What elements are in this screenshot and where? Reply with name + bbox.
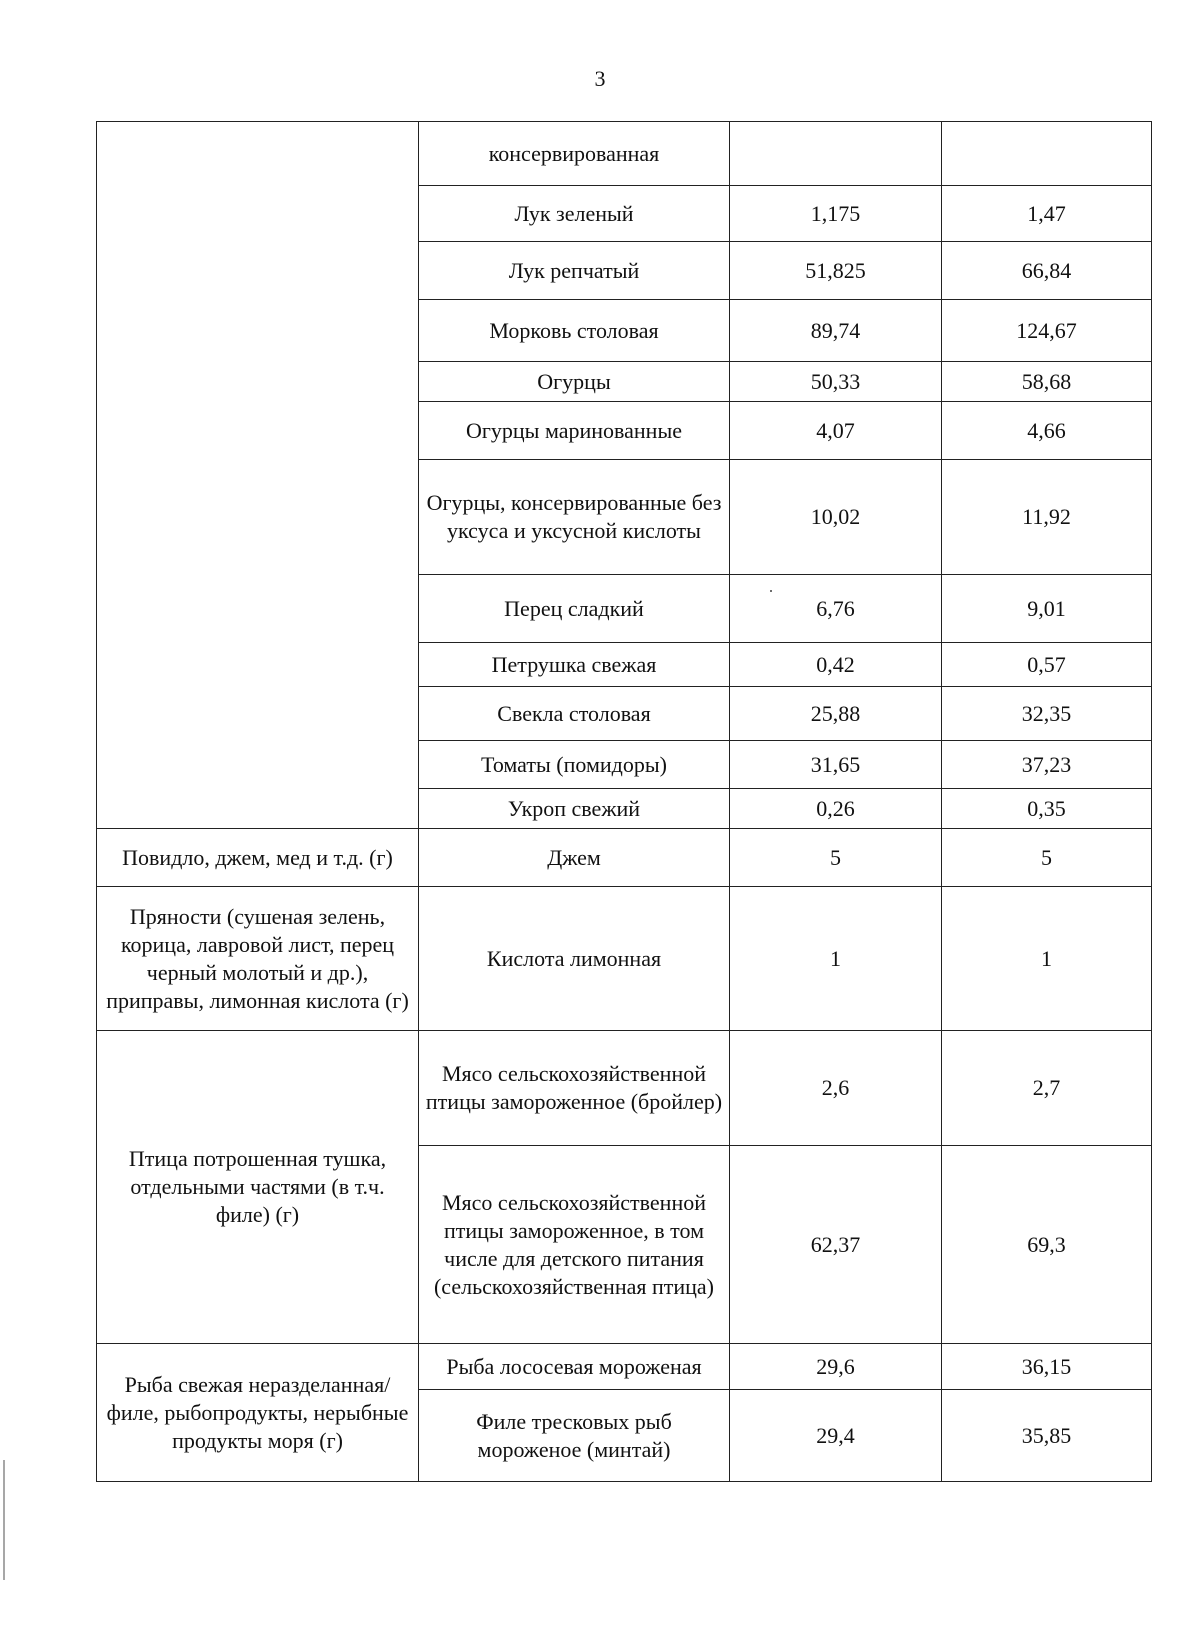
product-cell: Петрушка свежая bbox=[419, 643, 730, 687]
value-cell-2: 35,85 bbox=[942, 1390, 1152, 1482]
value-cell-2: 37,23 bbox=[942, 741, 1152, 789]
value-cell-2: 1,47 bbox=[942, 186, 1152, 242]
value-cell-2: 36,15 bbox=[942, 1344, 1152, 1390]
category-cell: Повидло, джем, мед и т.д. (г) bbox=[97, 829, 419, 887]
product-cell: Свекла столовая bbox=[419, 687, 730, 741]
value-cell-1: 25,88 bbox=[730, 687, 942, 741]
category-cell: Рыба свежая неразделанная/филе, рыбопродукты, нерыбные продукты моря (г) bbox=[97, 1344, 419, 1482]
value-cell-2: 66,84 bbox=[942, 242, 1152, 300]
product-cell: Морковь столовая bbox=[419, 300, 730, 362]
value-cell-1 bbox=[730, 122, 942, 186]
scan-dot-mark bbox=[770, 590, 772, 592]
product-cell: Огурцы маринованные bbox=[419, 402, 730, 460]
product-cell: Огурцы bbox=[419, 362, 730, 402]
category-cell: Птица потрошенная тушка, отдельными частями (в т.ч. филе) (г) bbox=[97, 1031, 419, 1344]
table-row bbox=[97, 122, 1152, 186]
product-cell: Перец сладкий bbox=[419, 575, 730, 643]
value-cell-1: 6,76 bbox=[730, 575, 942, 643]
value-cell-2: 2,7 bbox=[942, 1031, 1152, 1146]
value-cell-1: 31,65 bbox=[730, 741, 942, 789]
scan-edge-mark bbox=[3, 1460, 5, 1580]
product-cell: консервированная bbox=[419, 122, 730, 186]
table-row bbox=[97, 1031, 1152, 1146]
value-cell-1: 10,02 bbox=[730, 460, 942, 575]
product-cell: Мясо сельскохозяйственной птицы замороженное (бройлер) bbox=[419, 1031, 730, 1146]
table-row bbox=[97, 887, 1152, 1031]
value-cell-2: 0,57 bbox=[942, 643, 1152, 687]
value-cell-1: 0,26 bbox=[730, 789, 942, 829]
value-cell-1: 4,07 bbox=[730, 402, 942, 460]
table-row bbox=[97, 1344, 1152, 1390]
value-cell-1: 29,6 bbox=[730, 1344, 942, 1390]
table-row bbox=[97, 829, 1152, 887]
value-cell-2: 1 bbox=[942, 887, 1152, 1031]
value-cell-2: 9,01 bbox=[942, 575, 1152, 643]
value-cell-1: 1,175 bbox=[730, 186, 942, 242]
value-cell-1: 5 bbox=[730, 829, 942, 887]
value-cell-2: 69,3 bbox=[942, 1146, 1152, 1344]
value-cell-1: 2,6 bbox=[730, 1031, 942, 1146]
product-cell: Кислота лимонная bbox=[419, 887, 730, 1031]
product-cell: Филе тресковых рыб мороженое (минтай) bbox=[419, 1390, 730, 1482]
food-norms-table bbox=[96, 121, 1152, 1482]
value-cell-2: 11,92 bbox=[942, 460, 1152, 575]
value-cell-2: 58,68 bbox=[942, 362, 1152, 402]
product-cell: Лук репчатый bbox=[419, 242, 730, 300]
product-cell: Укроп свежий bbox=[419, 789, 730, 829]
category-cell: Пряности (сушеная зелень, корица, лавровой лист, перец черный молотый и др.), приправы, лимонная кислота (г) bbox=[97, 887, 419, 1031]
product-cell: Огурцы, консервированные без уксуса и уксусной кислоты bbox=[419, 460, 730, 575]
value-cell-1: 50,33 bbox=[730, 362, 942, 402]
value-cell-2: 0,35 bbox=[942, 789, 1152, 829]
value-cell-2: 32,35 bbox=[942, 687, 1152, 741]
category-cell bbox=[97, 122, 419, 829]
value-cell-1: 51,825 bbox=[730, 242, 942, 300]
value-cell-2 bbox=[942, 122, 1152, 186]
value-cell-1: 62,37 bbox=[730, 1146, 942, 1344]
page-number: 3 bbox=[594, 66, 606, 91]
product-cell: Джем bbox=[419, 829, 730, 887]
product-cell: Томаты (помидоры) bbox=[419, 741, 730, 789]
product-cell: Рыба лососевая мороженая bbox=[419, 1344, 730, 1390]
value-cell-2: 5 bbox=[942, 829, 1152, 887]
product-cell: Лук зеленый bbox=[419, 186, 730, 242]
value-cell-1: 1 bbox=[730, 887, 942, 1031]
value-cell-2: 124,67 bbox=[942, 300, 1152, 362]
value-cell-1: 89,74 bbox=[730, 300, 942, 362]
value-cell-1: 29,4 bbox=[730, 1390, 942, 1482]
value-cell-2: 4,66 bbox=[942, 402, 1152, 460]
value-cell-1: 0,42 bbox=[730, 643, 942, 687]
product-cell: Мясо сельскохозяйственной птицы замороженное, в том числе для детского питания (сельскохозяйственная птица) bbox=[419, 1146, 730, 1344]
